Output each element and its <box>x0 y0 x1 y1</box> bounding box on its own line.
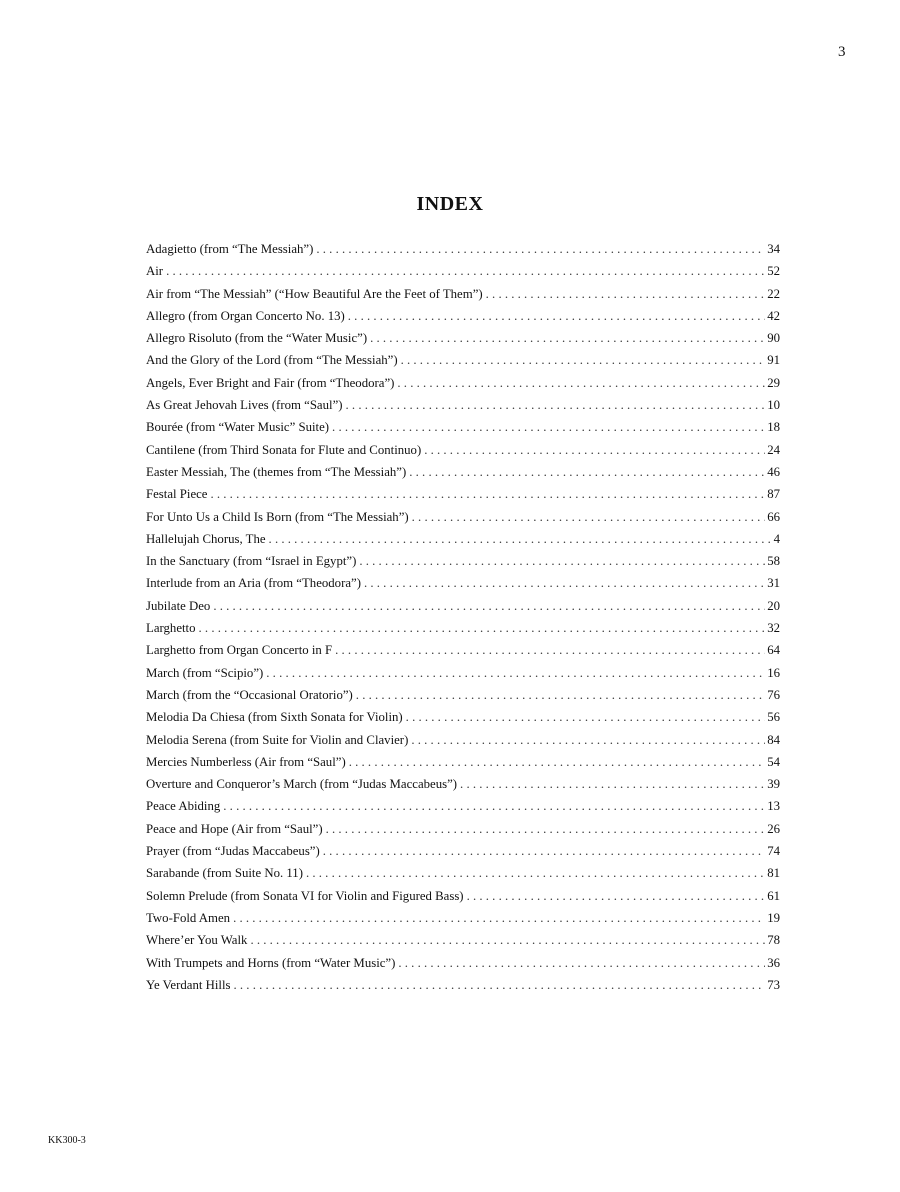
entry-page: 36 <box>767 955 780 970</box>
dot-leader <box>199 621 766 636</box>
index-entry <box>146 599 780 621</box>
entry-page: 24 <box>767 442 780 457</box>
index-entry <box>146 643 780 665</box>
entry-title: Larghetto <box>146 621 196 636</box>
entry-title: Mercies Numberless (Air from “Saul”) <box>146 754 346 769</box>
entry-page: 84 <box>767 732 780 747</box>
index-entry <box>146 398 780 420</box>
dot-leader <box>486 287 766 302</box>
entry-title: Peace Abiding <box>146 799 221 814</box>
entry-title: March (from “Scipio”) <box>146 665 264 680</box>
entry-page: 16 <box>767 665 780 680</box>
entry-page: 52 <box>767 264 780 279</box>
index-entry <box>146 799 780 821</box>
index-entry <box>146 554 780 576</box>
entry-title: And the Glory of the Lord (from “The Messiah”) <box>146 353 398 368</box>
index-entry <box>146 822 780 844</box>
index-entry <box>146 532 780 554</box>
entry-page: 32 <box>767 621 780 636</box>
dot-leader <box>323 844 765 859</box>
entry-title: Air <box>146 264 164 279</box>
index-entry <box>146 755 780 777</box>
entry-page: 4 <box>773 531 780 546</box>
entry-page: 73 <box>767 977 780 992</box>
entry-title: Jubilate Deo <box>146 598 211 613</box>
entry-title: With Trumpets and Horns (from “Water Music”) <box>146 955 396 970</box>
dot-leader <box>335 643 765 658</box>
entry-title: In the Sanctuary (from “Israel in Egypt”) <box>146 554 357 569</box>
entry-page: 58 <box>767 554 780 569</box>
index-entry <box>146 933 780 955</box>
index-entry <box>146 465 780 487</box>
index-entry <box>146 978 780 1000</box>
dot-leader <box>412 510 766 525</box>
index-entry <box>146 911 780 933</box>
index-entry <box>146 710 780 732</box>
entry-title: Melodia Da Chiesa (from Sixth Sonata for Violin) <box>146 710 403 725</box>
entry-title: For Unto Us a Child Is Born (from “The Messiah”) <box>146 509 409 524</box>
entry-title: Solemn Prelude (from Sonata VI for Violin and Figured Bass) <box>146 888 464 903</box>
entry-title: Hallelujah Chorus, The <box>146 531 266 546</box>
index-entry <box>146 688 780 710</box>
entry-page: 42 <box>767 308 780 323</box>
dot-leader <box>269 532 772 547</box>
dot-leader <box>406 710 766 725</box>
dot-leader <box>234 978 766 993</box>
entry-title: Interlude from an Aria (from “Theodora”) <box>146 576 361 591</box>
entry-page: 26 <box>767 821 780 836</box>
entry-title: Allegro (from Organ Concerto No. 13) <box>146 308 345 323</box>
index-entry <box>146 376 780 398</box>
dot-leader <box>223 799 765 814</box>
dot-leader <box>411 733 765 748</box>
dot-leader <box>266 666 765 681</box>
entry-title: Sarabande (from Suite No. 11) <box>146 866 303 881</box>
dot-leader <box>349 755 765 770</box>
dot-leader <box>332 420 765 435</box>
dot-leader <box>424 443 765 458</box>
page-number: 3 <box>838 44 846 60</box>
index-entry <box>146 353 780 375</box>
entry-title: Prayer (from “Judas Maccabeus”) <box>146 844 320 859</box>
index-entry <box>146 621 780 643</box>
index-list <box>146 242 780 1000</box>
dot-leader <box>326 822 766 837</box>
index-entry <box>146 487 780 509</box>
entry-page: 39 <box>767 777 780 792</box>
index-entry <box>146 309 780 331</box>
entry-page: 20 <box>767 598 780 613</box>
dot-leader <box>213 599 765 614</box>
dot-leader <box>409 465 765 480</box>
entry-page: 64 <box>767 643 780 658</box>
index-entry <box>146 287 780 309</box>
catalog-code: KK300-3 <box>48 1135 86 1146</box>
dot-leader <box>401 353 766 368</box>
dot-leader <box>233 911 765 926</box>
entry-title: Two-Fold Amen <box>146 910 231 925</box>
entry-page: 66 <box>767 509 780 524</box>
entry-page: 76 <box>767 687 780 702</box>
index-entry <box>146 889 780 911</box>
dot-leader <box>397 376 765 391</box>
entry-title: March (from the “Occasional Oratorio”) <box>146 687 353 702</box>
dot-leader <box>346 398 766 413</box>
entry-title: Larghetto from Organ Concerto in F <box>146 643 333 658</box>
entry-page: 90 <box>767 331 780 346</box>
page-title: INDEX <box>416 193 484 215</box>
entry-title: As Great Jehovah Lives (from “Saul”) <box>146 398 343 413</box>
entry-title: Ye Verdant Hills <box>146 977 231 992</box>
entry-page: 31 <box>767 576 780 591</box>
entry-page: 46 <box>767 464 780 479</box>
index-entry <box>146 443 780 465</box>
entry-page: 81 <box>767 866 780 881</box>
entry-title: Angels, Ever Bright and Fair (from “Theodora”) <box>146 375 395 390</box>
dot-leader <box>370 331 765 346</box>
entry-title: Melodia Serena (from Suite for Violin and Clavier) <box>146 732 409 747</box>
index-entry <box>146 866 780 888</box>
entry-page: 22 <box>767 286 780 301</box>
entry-title: Where’er You Walk <box>146 933 248 948</box>
dot-leader <box>398 956 765 971</box>
entry-title: Overture and Conqueror’s March (from “Judas Maccabeus”) <box>146 777 458 792</box>
index-entry <box>146 666 780 688</box>
entry-title: Cantilene (from Third Sonata for Flute and Continuo) <box>146 442 422 457</box>
dot-leader <box>316 242 765 257</box>
entry-page: 54 <box>767 754 780 769</box>
entry-page: 74 <box>767 844 780 859</box>
dot-leader <box>210 487 765 502</box>
entry-title: Festal Piece <box>146 487 208 502</box>
entry-page: 78 <box>767 933 780 948</box>
entry-page: 61 <box>767 888 780 903</box>
entry-title: Bourée (from “Water Music” Suite) <box>146 420 330 435</box>
index-entry <box>146 510 780 532</box>
index-entry <box>146 777 780 799</box>
entry-page: 56 <box>767 710 780 725</box>
entry-title: Easter Messiah, The (themes from “The Messiah”) <box>146 464 407 479</box>
dot-leader <box>467 889 766 904</box>
index-entry <box>146 331 780 353</box>
dot-leader <box>250 933 765 948</box>
dot-leader <box>348 309 765 324</box>
entry-page: 13 <box>767 799 780 814</box>
dot-leader <box>460 777 765 792</box>
entry-title: Air from “The Messiah” (“How Beautiful Are the Feet of Them”) <box>146 286 483 301</box>
entry-page: 18 <box>767 420 780 435</box>
dot-leader <box>356 688 765 703</box>
index-entry <box>146 264 780 286</box>
index-entry <box>146 956 780 978</box>
dot-leader <box>359 554 765 569</box>
dot-leader <box>364 576 765 591</box>
entry-title: Peace and Hope (Air from “Saul”) <box>146 821 323 836</box>
entry-page: 10 <box>767 398 780 413</box>
entry-page: 19 <box>767 910 780 925</box>
entry-page: 29 <box>767 375 780 390</box>
index-entry <box>146 420 780 442</box>
entry-page: 87 <box>767 487 780 502</box>
entry-page: 34 <box>767 242 780 256</box>
index-entry <box>146 242 780 264</box>
dot-leader <box>306 866 765 881</box>
entry-title: Adagietto (from “The Messiah”) <box>146 242 314 256</box>
index-entry <box>146 576 780 598</box>
index-entry <box>146 844 780 866</box>
entry-title: Allegro Risoluto (from the “Water Music”) <box>146 331 368 346</box>
entry-page: 91 <box>767 353 780 368</box>
index-entry <box>146 733 780 755</box>
dot-leader <box>166 264 765 279</box>
